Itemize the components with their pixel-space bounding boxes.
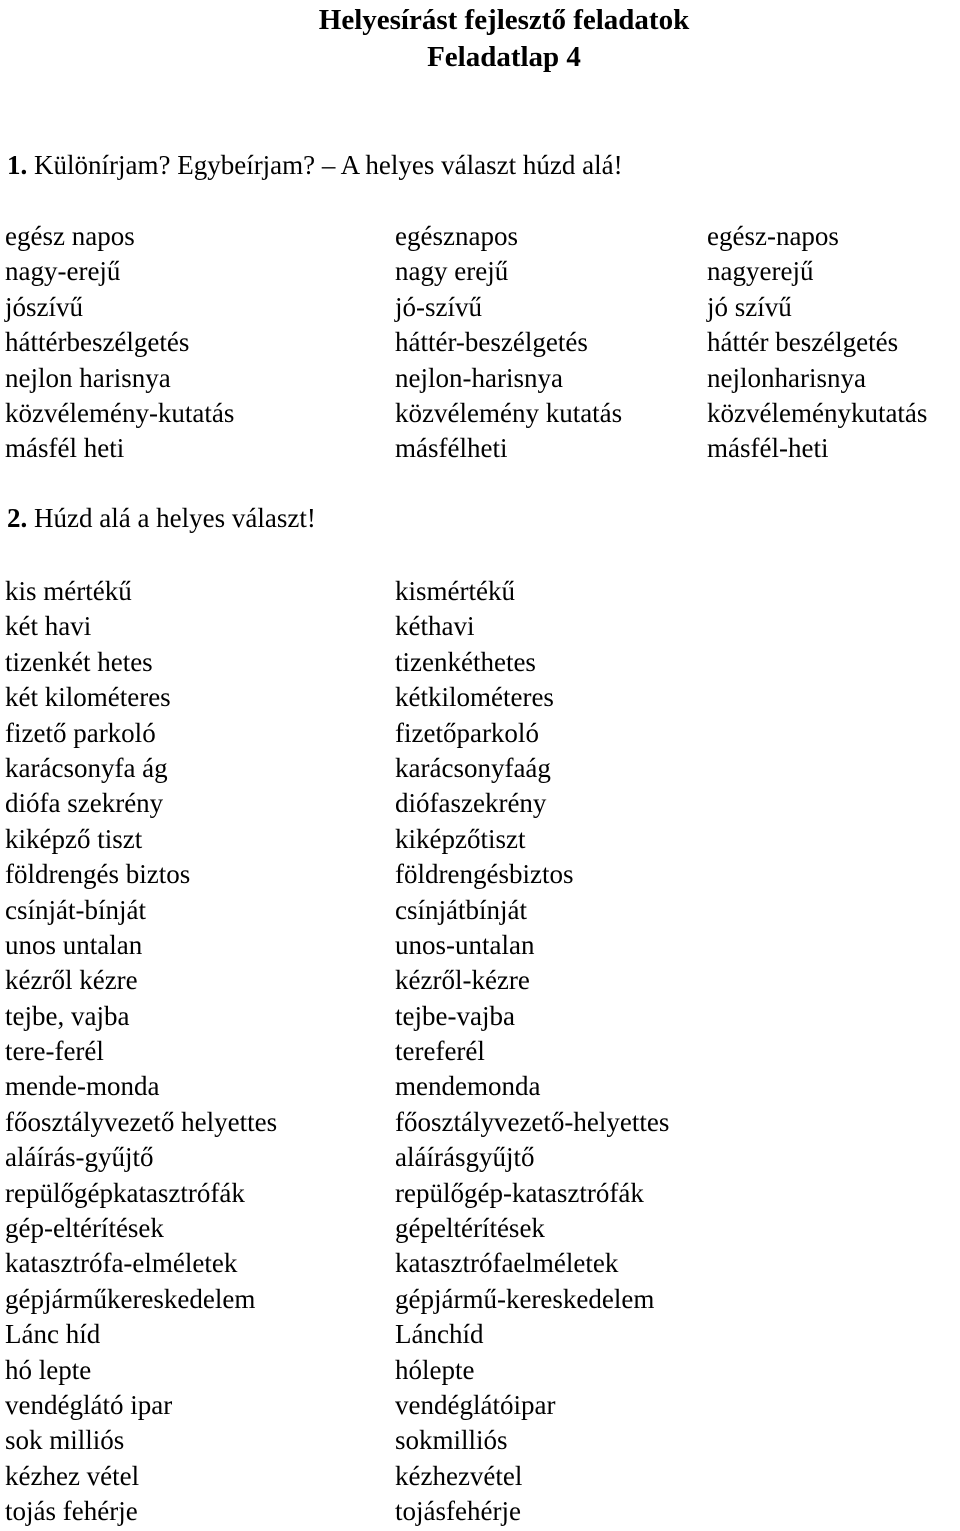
task1-option: egésznapos xyxy=(395,221,518,251)
task2-option: tere-ferél xyxy=(5,1036,104,1067)
task2-option: hólepte xyxy=(395,1354,475,1385)
task2-instruction: Húzd alá a helyes választ! xyxy=(34,503,316,533)
task1-column-3 xyxy=(707,219,927,467)
task2-option: fizető parkoló xyxy=(5,717,156,748)
task1-heading xyxy=(7,147,623,183)
task2-option: tizenkét hetes xyxy=(5,646,153,677)
task2-option: tejbe, vajba xyxy=(5,1000,130,1031)
task2-option: földrengés biztos xyxy=(5,859,191,890)
task2-option: katasztrófaelméletek xyxy=(395,1248,619,1279)
task1-option: egész-napos xyxy=(707,221,839,251)
task1-option: jó-szívű xyxy=(395,291,482,322)
task2-option: unos-untalan xyxy=(395,929,535,960)
task2-option: tejbe-vajba xyxy=(395,1000,515,1031)
task1-option: másfélheti xyxy=(395,433,508,464)
task1-option: háttér-beszélgetés xyxy=(395,327,588,358)
task2-option: főosztályvezető helyettes xyxy=(5,1106,278,1137)
task2-option: kézhez vétel xyxy=(5,1460,140,1491)
task1-option: egész napos xyxy=(5,221,135,251)
task2-option: repülőgép-katasztrófák xyxy=(395,1177,644,1208)
task2-number: 2. xyxy=(7,503,28,533)
task1-number: 1. xyxy=(7,150,28,180)
task2-option: fizetőparkoló xyxy=(395,717,539,748)
task1-option: közvélemény kutatás xyxy=(395,397,623,428)
task2-option: mende-monda xyxy=(5,1071,160,1102)
task2-option: főosztályvezető-helyettes xyxy=(395,1106,670,1137)
task2-column-2 xyxy=(395,574,669,1530)
task2-heading xyxy=(7,500,316,536)
task2-option: karácsonyfaág xyxy=(395,752,551,783)
task1-option: közvéleménykutatás xyxy=(707,397,928,428)
task2-option: tizenkéthetes xyxy=(395,646,536,677)
task2-option: gépjárműkereskedelem xyxy=(5,1283,256,1314)
task1-option: háttér beszélgetés xyxy=(707,327,899,358)
task2-option: két havi xyxy=(5,611,92,642)
task2-option: tojás fehérje xyxy=(5,1496,138,1527)
task2-option: csínját-bínját xyxy=(5,894,146,925)
task1-option: nagy erejű xyxy=(395,256,509,287)
task1-option: nejlon harisnya xyxy=(5,362,171,393)
task2-option: Lánc híd xyxy=(5,1319,101,1350)
task2-option: gépjármű-kereskedelem xyxy=(395,1283,655,1314)
task2-option: sokmilliós xyxy=(395,1425,508,1456)
task1-option: jószívű xyxy=(5,291,83,322)
worksheet-title: Helyesírást fejlesztő feladatok xyxy=(318,4,690,36)
task2-option: gép-eltérítések xyxy=(5,1213,164,1244)
task2-option: vendéglátóipar xyxy=(395,1389,556,1420)
task1-option: nejlon-harisnya xyxy=(395,362,563,393)
task2-option: kézről kézre xyxy=(5,965,138,996)
task2-option: mendemonda xyxy=(395,1071,541,1102)
task2-option: diófaszekrény xyxy=(395,788,547,819)
task2-option: hó lepte xyxy=(5,1354,92,1385)
task2-option: két kilométeres xyxy=(5,682,171,713)
task2-option: kismértékű xyxy=(395,576,515,606)
task2-option: aláírás-gyűjtő xyxy=(5,1142,154,1173)
task2-option: katasztrófa-elméletek xyxy=(5,1248,238,1279)
task1-option: háttérbeszélgetés xyxy=(5,327,190,358)
task2-option: karácsonyfa ág xyxy=(5,752,168,783)
task2-option: kézről-kézre xyxy=(395,965,530,996)
task2-option: vendéglátó ipar xyxy=(5,1389,173,1420)
task1-column-1 xyxy=(5,219,234,467)
task2-column-1 xyxy=(5,574,277,1530)
task2-option: kiképző tiszt xyxy=(5,823,143,854)
task2-option: tereferél xyxy=(395,1036,485,1067)
task2-option: tojásfehérje xyxy=(395,1496,521,1527)
task1-option: jó szívű xyxy=(707,291,792,322)
task2-option: Lánchíd xyxy=(395,1319,484,1350)
task2-option: sok milliós xyxy=(5,1425,125,1456)
task1-option: nejlonharisnya xyxy=(707,362,866,393)
task1-column-2 xyxy=(395,219,622,467)
task1-option: másfél-heti xyxy=(707,433,829,464)
task1-option: nagy-erejű xyxy=(5,256,121,287)
task2-option: földrengésbiztos xyxy=(395,859,574,890)
task2-option: kiképzőtiszt xyxy=(395,823,526,854)
task2-option: kétkilométeres xyxy=(395,682,554,713)
task1-option: közvélemény-kutatás xyxy=(5,397,235,428)
task2-option: unos untalan xyxy=(5,929,143,960)
task2-option: kéthavi xyxy=(395,611,475,642)
task2-option: aláírásgyűjtő xyxy=(395,1142,535,1173)
task2-option: diófa szekrény xyxy=(5,788,164,819)
task2-option: gépeltérítések xyxy=(395,1213,545,1244)
task2-option: kézhezvétel xyxy=(395,1460,523,1491)
task1-option: másfél heti xyxy=(5,433,125,464)
task2-option: csínjátbínját xyxy=(395,894,527,925)
worksheet-subtitle: Feladatlap 4 xyxy=(427,41,581,73)
task2-option: kis mértékű xyxy=(5,576,132,606)
task1-option: nagyerejű xyxy=(707,256,814,287)
task2-option: repülőgépkatasztrófák xyxy=(5,1177,245,1208)
task1-instruction: Különírjam? Egybeírjam? – A helyes választ húzd alá! xyxy=(34,150,623,180)
